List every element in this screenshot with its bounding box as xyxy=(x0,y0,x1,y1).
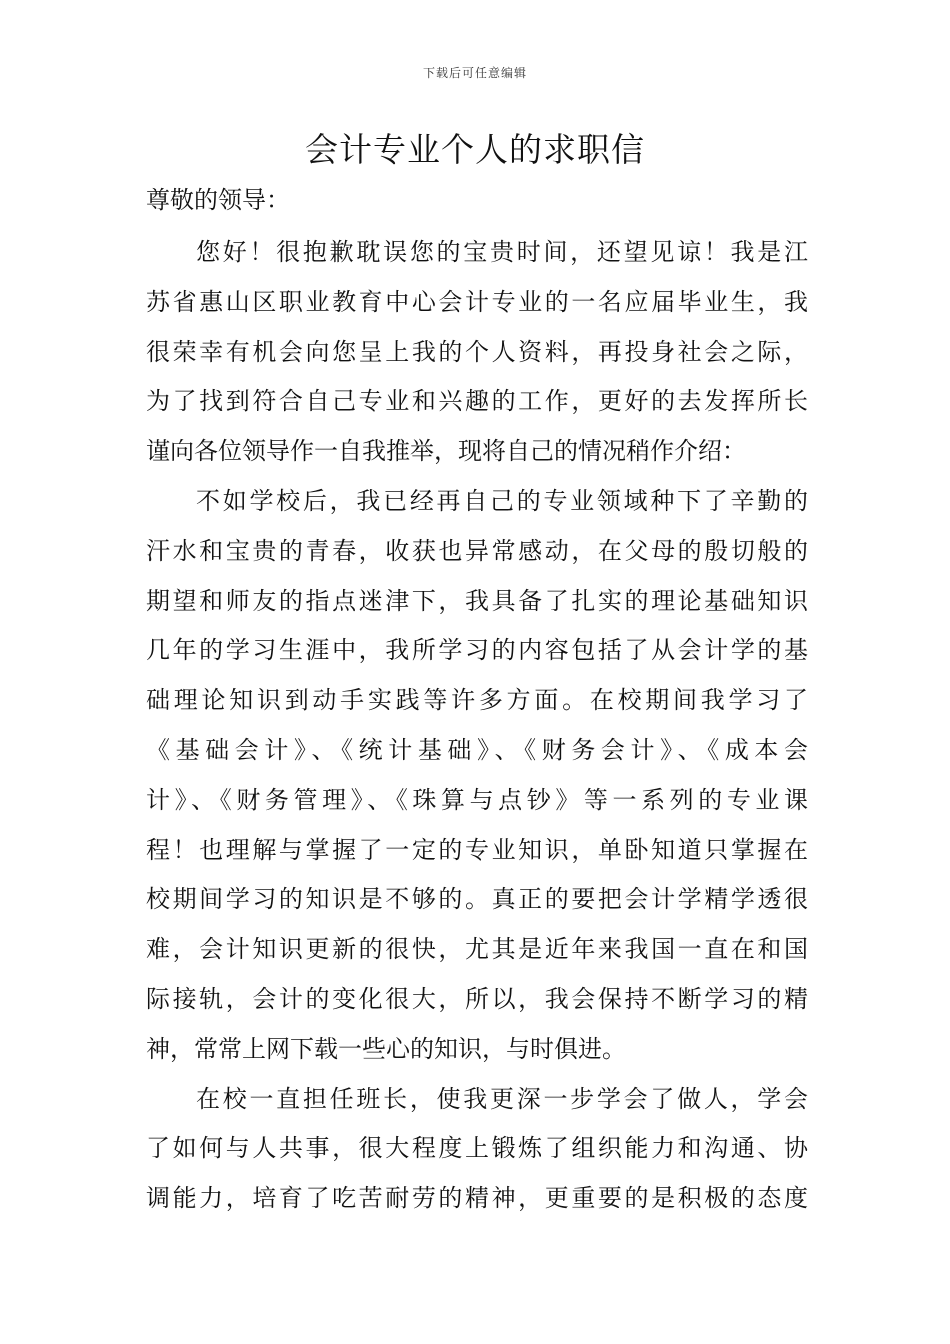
body-line: 础理论知识到动手实践等许多方面。在校期间我学习了 xyxy=(146,686,808,715)
body-line: 期望和师友的指点迷津下，我具备了扎实的理论基础知识 xyxy=(146,586,808,615)
body-line: 为了找到符合自己专业和兴趣的工作，更好的去发挥所长 xyxy=(146,387,808,416)
body-line: 不如学校后，我已经再自己的专业领域种下了辛勤的 xyxy=(196,486,808,515)
body-line: 神，常常上网下载一些心的知识，与时俱进。 xyxy=(146,1034,626,1063)
letter-body xyxy=(146,228,808,1224)
body-line: 苏省惠山区职业教育中心会计专业的一名应届毕业生，我 xyxy=(146,287,808,316)
body-line: 很荣幸有机会向您呈上我的个人资料，再投身社会之际， xyxy=(146,337,808,366)
body-line: 校期间学习的知识是不够的。真正的要把会计学精学透很 xyxy=(146,885,808,914)
body-line: 了如何与人共事，很大程度上锻炼了组织能力和沟通、协 xyxy=(146,1134,808,1163)
body-line: 程！也理解与掌握了一定的专业知识，单卧知道只掌握在 xyxy=(146,835,808,864)
salutation: 尊敬的领导： xyxy=(146,186,290,214)
letter-title: 会计专业个人的求职信 xyxy=(305,130,645,169)
body-line: 《基础会计》、《统计基础》、《财务会计》、《成本会 xyxy=(146,735,808,764)
body-line: 您好！很抱歉耽误您的宝贵时间，还望见谅！我是江 xyxy=(196,238,808,266)
body-line: 难，会计知识更新的很快，尤其是近年来我国一直在和国 xyxy=(146,935,808,964)
header-note: 下载后可任意编辑 xyxy=(422,66,527,80)
body-line: 计》、《财务管理》、《珠算与点钞》等一系列的专业课 xyxy=(146,785,808,814)
body-line: 在校一直担任班长，使我更深一步学会了做人，学会 xyxy=(196,1084,808,1113)
body-line: 汗水和宝贵的青春，收获也异常感动，在父母的殷切般的 xyxy=(146,536,808,565)
body-line: 际接轨，会计的变化很大，所以，我会保持不断学习的精 xyxy=(146,984,808,1013)
body-line: 几年的学习生涯中，我所学习的内容包括了从会计学的基 xyxy=(146,636,808,665)
body-line: 谨向各位领导作一自我推举，现将自己的情况稍作介绍： xyxy=(146,437,746,466)
body-line: 调能力，培育了吃苦耐劳的精神，更重要的是积极的态度 xyxy=(146,1184,808,1213)
